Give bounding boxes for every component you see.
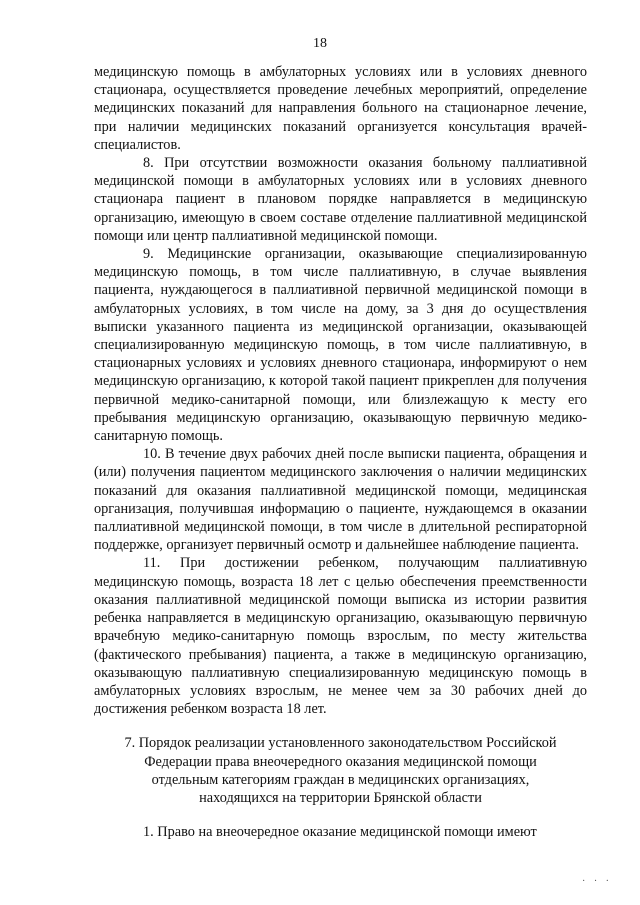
paragraph-11: 11. При достижении ребенком, получающим паллиативную медицинскую помощь, возраста 18 лет с целью обеспечения преемственности оказания паллиативной медицинской помощи выписка из истории развития ребенка направляется в медицинскую организацию, оказывающую первичную врачебную медико-санитарную помощь взрослым, по месту жительства (фактического пребывания) пациента, а также в медицинскую организацию, оказывающую паллиативную специализированную медицинскую помощь в амбулаторных условиях взрослым, не менее чем за 30 рабочих дней до достижения ребенком возраста 18 лет.: [94, 555, 587, 718]
paragraph-8: 8. При отсутствии возможности оказания больному паллиативной медицинской помощи в амбулаторных условиях или в условиях дневного стационара пациент в плановом порядке направляется в медицинскую организацию, имеющую в своем составе отделение паллиативной медицинской помощи или центр паллиативной медицинской помощи.: [94, 155, 587, 244]
paragraph-10: 10. В течение двух рабочих дней после выписки пациента, обращения и (или) получения пациентом медицинского заключения о наличии медицинских показаний для оказания паллиативной медицинской помощи, медицинская организация, получившая информацию о пациенте, нуждающемся в оказании паллиативной медицинской помощи, в том числе в длительной респираторной поддержке, организует первичный осмотр и дальнейшее наблюдение пациента.: [94, 446, 587, 554]
page-number: 18: [313, 36, 327, 51]
section-heading-line-1: 7. Порядок реализации установленного законодательством Российской: [124, 735, 557, 752]
section-heading-line-4: находящихся на территории Брянской области: [199, 789, 482, 806]
corner-marks: · · ·: [582, 876, 612, 887]
paragraph-9: 9. Медицинские организации, оказывающие специализированную медицинскую помощь, в том числе паллиативную, в случае выявления пациента, нуждающегося в паллиативной первичной медицинской помощи в амбулаторных условиях, в том числе на дому, за 3 дня до осуществления выписки указанного пациента из медицинской организации, оказывающей специализированную медицинскую помощь, в том числе паллиативную, в стационарных условиях и условиях дневного стационара, информируют о нем медицинскую организацию, к которой такой пациент прикреплен для получения первичной медико-санитарной помощи, или близлежащую к месту его пребывания медицинскую организацию, оказывающую первичную медико-санитарную помощь.: [94, 246, 587, 445]
paragraph-1: 1. Право на внеочередное оказание медицинской помощи имеют: [143, 824, 537, 841]
section-heading-line-3: отдельным категориям граждан в медицинских организациях,: [151, 771, 530, 788]
section-heading: [94, 734, 587, 807]
paragraph-continued: медицинскую помощь в амбулаторных условиях или в условиях дневного стационара, осуществляется проведение лечебных мероприятий, определение медицинских показаний для направления больного на стационарное лечение, при наличии медицинских показаний организуется консультация врачей-специалистов.: [94, 64, 587, 153]
section-heading-line-2: Федерации права внеочередного оказания медицинской помощи: [144, 753, 537, 770]
body-text: [94, 63, 587, 841]
